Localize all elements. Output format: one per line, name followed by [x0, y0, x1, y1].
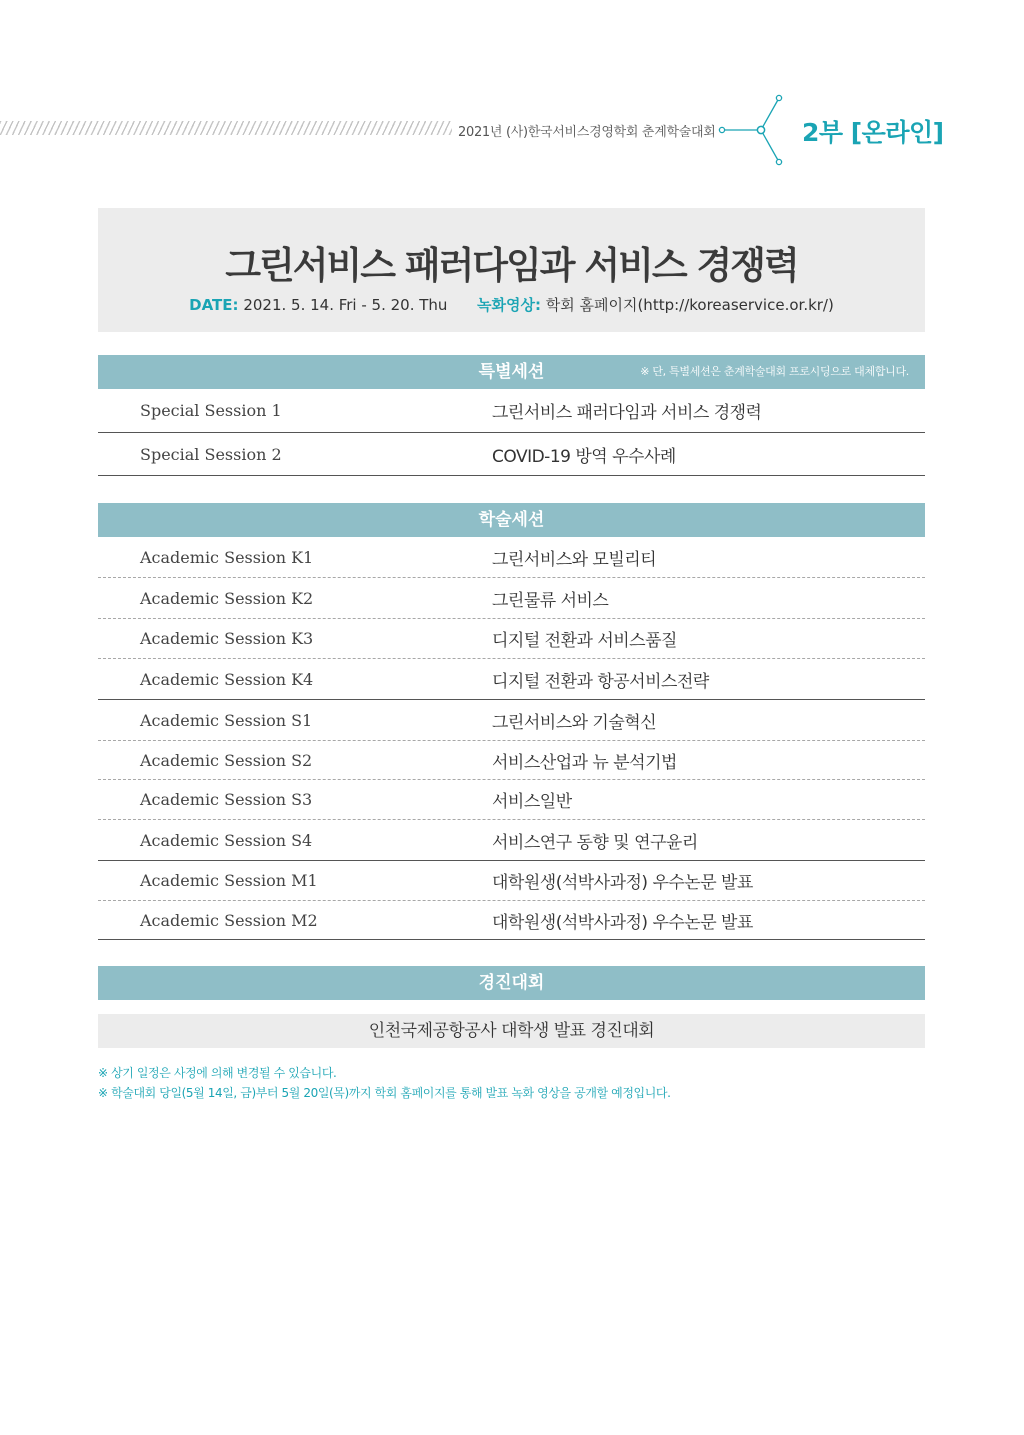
session-topic: 디지털 전환과 항공서비스전략 — [492, 671, 709, 692]
session-name: Academic Session S4 — [140, 830, 313, 850]
session-name: Academic Session K2 — [140, 588, 314, 608]
session-name: Academic Session S3 — [140, 790, 313, 809]
session-topic: 서비스일반 — [492, 792, 572, 812]
session-name: Special Session 2 — [140, 444, 282, 464]
table-row — [98, 820, 925, 861]
table-row — [98, 578, 925, 619]
contest-header — [98, 966, 925, 1000]
table-row — [98, 700, 925, 741]
contest-item: 인천국제공항공사 대학생 발표 경진대회 — [98, 1014, 925, 1048]
academic-session-header — [98, 503, 925, 537]
session-name: Academic Session M1 — [140, 871, 318, 890]
event-name: 2021년 (사)한국서비스경영학회 춘계학술대회 — [458, 125, 716, 140]
session-topic: 그린서비스와 모빌리티 — [492, 549, 657, 570]
session-name: Academic Session K3 — [140, 629, 314, 648]
session-topic: 그린물류 서비스 — [492, 590, 609, 611]
academic-session-title: 학술세션 — [478, 510, 545, 530]
video-value: 학회 홈페이지(http://koreaservice.or.kr/) — [545, 296, 834, 314]
video-label: 녹화영상: — [477, 296, 541, 314]
page-title: 그린서비스 패러다임과 서비스 경쟁력 — [225, 244, 798, 287]
session-topic: 대학원생(석박사과정) 우수논문 발표 — [492, 873, 753, 893]
table-row — [98, 901, 925, 940]
table-row — [98, 537, 925, 578]
date-line — [98, 294, 925, 315]
session-topic: 서비스산업과 뉴 분석기법 — [492, 752, 677, 773]
session-name: Academic Session S2 — [140, 750, 313, 770]
table-row — [98, 780, 925, 820]
session-name: Academic Session K1 — [140, 547, 314, 567]
special-session-title: 특별세션 — [478, 362, 545, 382]
special-session-note: ※ 단, 특별세션은 춘계학술대회 프로시딩으로 대체합니다. — [640, 365, 909, 378]
session-topic: 그린서비스 패러다임과 서비스 경쟁력 — [492, 403, 762, 423]
table-row — [98, 619, 925, 659]
table-row — [98, 389, 925, 433]
table-row — [98, 741, 925, 780]
session-name: Academic Session M2 — [140, 910, 318, 930]
session-topic: 대학원생(석박사과정) 우수논문 발표 — [492, 912, 753, 933]
date-label: DATE: — [189, 296, 239, 314]
session-topic: COVID-19 방역 우수사례 — [492, 446, 676, 467]
footnote: ※ 상기 일정은 사정에 의해 변경될 수 있습니다. — [98, 1066, 337, 1080]
special-session-header — [98, 355, 925, 389]
header-hatch-decoration — [0, 121, 452, 135]
footnotes — [98, 1063, 671, 1103]
session-name: Academic Session K4 — [140, 669, 314, 689]
table-row — [98, 659, 925, 700]
session-name: Special Session 1 — [140, 401, 282, 420]
contest-title: 경진대회 — [478, 973, 545, 993]
session-topic: 그린서비스와 기술혁신 — [492, 712, 657, 733]
footnote: ※ 학술대회 당일(5월 14일, 금)부터 5월 20일(목)까지 학회 홈페이지를 통해 발표 녹화 영상을 공개할 예정입니다. — [98, 1086, 671, 1100]
title-box — [98, 208, 925, 332]
session-topic: 디지털 전환과 서비스품질 — [492, 631, 677, 651]
session-topic: 서비스연구 동향 및 연구윤리 — [492, 832, 698, 853]
table-row — [98, 433, 925, 476]
connector-node-icon — [712, 88, 792, 168]
session-name: Academic Session S1 — [140, 710, 313, 730]
part-label: 2부 [온라인] — [802, 118, 944, 147]
date-value: 2021. 5. 14. Fri - 5. 20. Thu — [243, 296, 448, 314]
table-row — [98, 861, 925, 901]
